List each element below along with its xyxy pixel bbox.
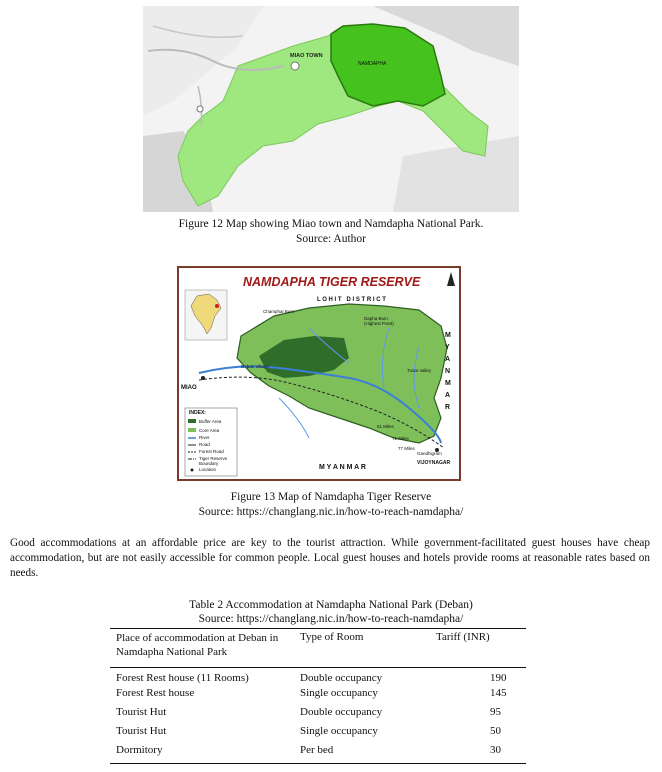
place-dapha: Dapha Bum (Highest Point) [364, 316, 394, 326]
legend-location: Location [199, 467, 217, 472]
cell-room-type: Per bed [300, 743, 334, 756]
accommodation-paragraph: Good accommodations at an affordable price are key to the tourist attraction. While government-facilitated guest houses have cheap accommodation, but are not easily accessible for common people. Local guest houses and hotels provide rooms at reasonable rates based on needs. [10, 537, 650, 579]
cell-tariff: 145 [490, 686, 507, 699]
legend-forest-road: Forest Road [199, 449, 224, 454]
namdapha-label: NAMDAPHA [358, 61, 387, 67]
figure-12-source: Source: Author [296, 233, 366, 245]
table-row [110, 725, 526, 744]
cell-room-type: Double occupancy [300, 705, 383, 718]
header-tariff: Tariff (INR) [436, 631, 490, 643]
table-row [110, 706, 526, 725]
cell-place: Forest Rest house [116, 686, 195, 699]
figure-12-map-graphic [143, 6, 519, 212]
miao-town-label: MIAO TOWN [290, 53, 323, 59]
district-bottom-label: M Y A N M A R [319, 464, 366, 471]
figure-12-map [143, 6, 519, 212]
cell-place: Tourist Hut [116, 724, 167, 737]
cell-place: Forest Rest house (11 Rooms) [116, 672, 249, 684]
cell-tariff: 50 [490, 724, 501, 737]
table-header-row [110, 629, 526, 668]
table-row [110, 687, 526, 706]
cell-tariff: 30 [490, 743, 501, 756]
place-miao: MIAO [181, 385, 197, 391]
place-tusar: Tusar valley [407, 368, 432, 373]
table-2-source: Source: https://changlang.nic.in/how-to-reach-namdapha/ [198, 613, 464, 625]
figure-13-source: Source: https://changlang.nic.in/how-to-reach-namdapha/ [198, 506, 464, 518]
place-51-miles: 51 Miles [377, 424, 394, 429]
cell-place: Tourist Hut [116, 705, 167, 718]
table-row [110, 668, 526, 687]
figure-13-map [177, 266, 461, 481]
place-71-miles: 71 Miles [392, 436, 409, 441]
table-2-title: Table 2 Accommodation at Namdapha National Park (Deban) [189, 599, 473, 611]
legend-road: Road [199, 442, 210, 447]
accommodation-table [110, 628, 526, 764]
place-deban: Deban Village [241, 364, 269, 369]
cell-room-type: Double occupancy [300, 672, 383, 684]
cell-tariff: 190 [490, 672, 507, 684]
header-place: Place of accommodation at Deban in Namdapha National Park [116, 632, 279, 658]
legend-river: River [199, 435, 210, 440]
place-vijoynagar: VIJOYNAGAR [417, 460, 451, 466]
figure-13-caption: Figure 13 Map of Namdapha Tiger Reserve [230, 491, 432, 503]
side-myanmar-label: M Y A N M A R [445, 332, 451, 411]
header-room-type: Type of Room [300, 631, 364, 643]
legend-buffer: Buffer Area [199, 419, 222, 424]
legend-boundary: Tiger Reserve Boundary [199, 456, 228, 466]
cell-room-type: Single occupancy [300, 724, 378, 737]
place-champhai: Champhai Bum [263, 309, 295, 314]
cell-place: Dormitory [116, 743, 163, 756]
reserve-map-title: NAMDAPHA TIGER RESERVE [243, 275, 421, 289]
cell-room-type: Single occupancy [300, 686, 378, 699]
cell-tariff: 95 [490, 705, 501, 718]
legend-title: INDEX: [189, 410, 206, 416]
place-77-miles: 77 Miles [398, 446, 415, 451]
table-row [110, 744, 526, 763]
figure-12-caption: Figure 12 Map showing Miao town and Namdapha National Park. [178, 218, 484, 230]
legend-core: Core Area [199, 428, 220, 433]
district-top-label: L O H I T D I S T R I C T [317, 297, 386, 303]
place-gandhigram: Gandhigram [417, 451, 442, 456]
